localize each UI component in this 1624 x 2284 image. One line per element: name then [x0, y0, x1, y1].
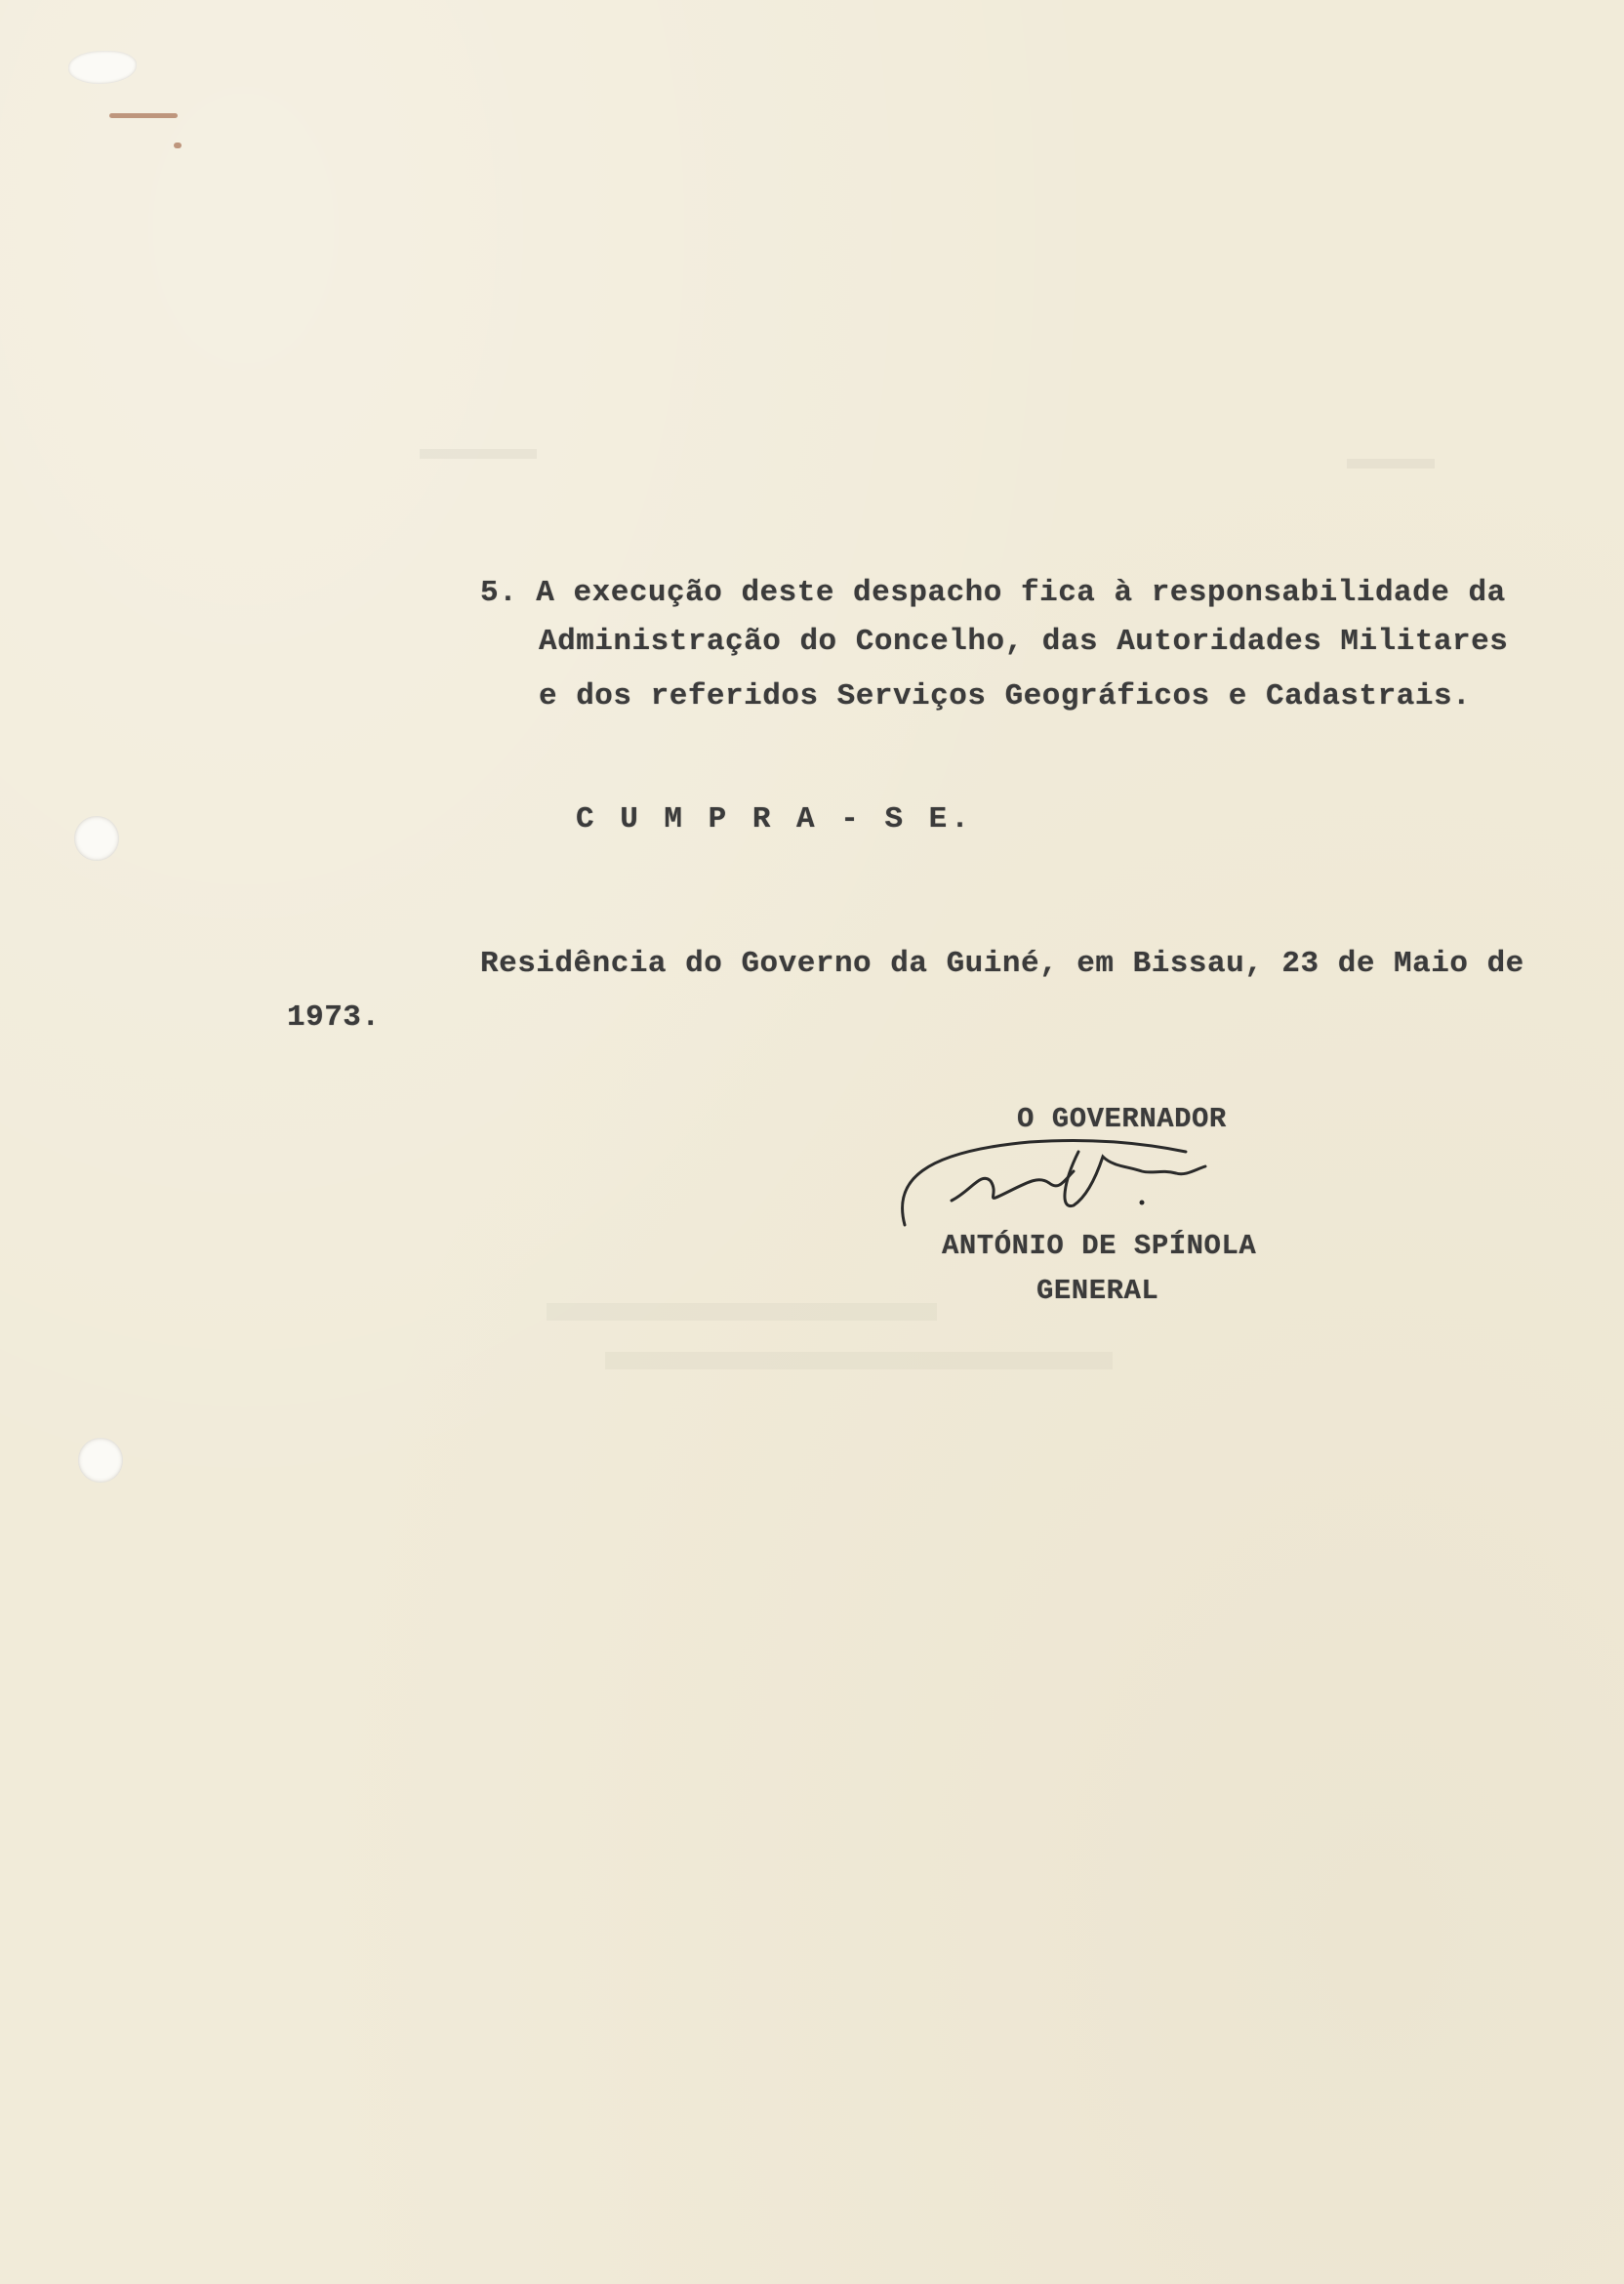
handwritten-signature — [893, 1113, 1264, 1240]
rust-stain — [109, 113, 178, 118]
paragraph-5-line-1: 5. A execução deste despacho fica à responsabilidade da — [480, 576, 1506, 610]
rust-stain — [174, 143, 182, 148]
punch-hole-bottom — [78, 1438, 123, 1483]
bleed-through-mark — [420, 449, 537, 459]
place-date-line-1: Residência do Governo da Guiné, em Bissau, 23 de Maio de — [480, 947, 1524, 981]
bleed-through-mark — [605, 1352, 1113, 1369]
torn-corner — [68, 51, 137, 84]
bleed-through-mark — [547, 1303, 937, 1321]
place-date-line-2: 1973. — [287, 1000, 381, 1035]
cumpra-se: C U M P R A - S E. — [576, 802, 973, 836]
punch-hole-top — [74, 816, 119, 861]
signatory-name: ANTÓNIO DE SPÍNOLA — [942, 1230, 1257, 1262]
paragraph-5-line-3: e dos referidos Serviços Geográficos e Cadastrais. — [539, 679, 1472, 714]
signatory-rank: GENERAL — [1036, 1275, 1159, 1307]
paragraph-5-line-2: Administração do Concelho, das Autoridades Militares — [539, 625, 1509, 659]
bleed-through-mark — [1347, 459, 1435, 469]
signatory-title: O GOVERNADOR — [1017, 1103, 1227, 1135]
